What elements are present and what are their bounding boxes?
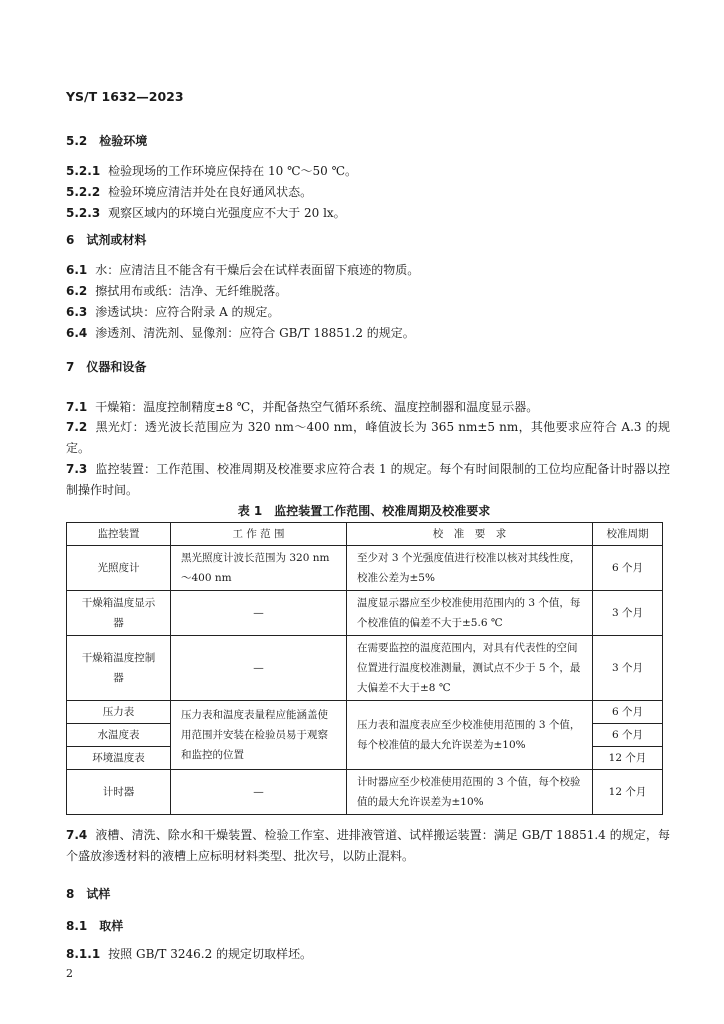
header-requirement: 校 准 要 求 (347, 523, 593, 546)
table-row (67, 770, 663, 815)
heading-5-2: 5.2 检验环境 (66, 134, 148, 148)
table-row (67, 591, 663, 636)
header-device: 监控装置 (67, 523, 171, 546)
clause-text: 监控装置：工作范围、校准周期及校准要求应符合表 1 的规定。每个有时间限制的工位均应配备计时器以控制操作时间。 (66, 462, 670, 497)
cell-device: 计时器 (67, 770, 171, 815)
cell-device: 压力表 (67, 701, 171, 724)
clause-6-2 (66, 281, 670, 302)
clause-text: 水：应清洁且不能含有干燥后会在试样表面留下痕迹的物质。 (95, 263, 420, 277)
cell-device: 水温度表 (67, 724, 171, 747)
cell-period: 6 个月 (593, 546, 663, 591)
table-row (67, 701, 663, 724)
clause-7-4 (66, 825, 670, 867)
cell-range: 黑光照度计波长范围为 320 nm～400 nm (171, 546, 347, 591)
clause-text: 黑光灯：透光波长范围应为 320 nm～400 nm，峰值波长为 365 nm±5 nm，其他要求应符合 A.3 的规定。 (66, 420, 670, 455)
table-header-row (67, 523, 663, 546)
clause-number: 6.2 (66, 284, 88, 298)
cell-range-merged: 压力表和温度表量程应能涵盖使用范围并安装在检验员易于观察和监控的位置 (171, 701, 347, 770)
heading-6: 6 试剂或材料 (66, 233, 147, 247)
cell-requirement: 计时器应至少校准使用范围的 3 个值，每个校验值的最大允许误差为±10% (347, 770, 593, 815)
clause-text: 渗透剂、清洗剂、显像剂：应符合 GB/T 18851.2 的规定。 (95, 326, 415, 340)
clause-7-3 (66, 459, 670, 501)
table-row (67, 636, 663, 701)
clause-number: 6.1 (66, 263, 88, 277)
clause-7-1 (66, 397, 670, 418)
clause-text: 检验环境应清洁并处在良好通风状态。 (108, 185, 313, 199)
clause-5-2-3 (66, 203, 670, 224)
cell-requirement: 温度显示器应至少校准使用范围内的 3 个值，每个校准值的偏差不大于±5.6 ℃ (347, 591, 593, 636)
cell-period: 3 个月 (593, 591, 663, 636)
cell-range: — (171, 591, 347, 636)
cell-requirement: 至少对 3 个光强度值进行校准以核对其线性度，校准公差为±5% (347, 546, 593, 591)
heading-7: 7 仪器和设备 (66, 360, 147, 374)
cell-period: 6 个月 (593, 701, 663, 724)
clause-number: 5.2.1 (66, 164, 101, 178)
clause-8-1-1 (66, 944, 670, 965)
table-caption: 表 1 监控装置工作范围、校准周期及校准要求 (237, 504, 491, 518)
cell-requirement-merged: 压力表和温度表应至少校准使用范围的 3 个值，每个校准值的最大允许误差为±10% (347, 701, 593, 770)
clause-text: 检验现场的工作环境应保持在 10 ℃～50 ℃。 (108, 164, 358, 178)
table-row (67, 546, 663, 591)
clause-number: 5.2.2 (66, 185, 101, 199)
cell-period: 12 个月 (593, 747, 663, 770)
clause-text: 液槽、清洗、除水和干燥装置、检验工作室、进排液管道、试样搬运装置：满足 GB/T 18851.4 的规定，每个盛放渗透材料的液槽上应标明材料类型、批次号，以防止混料。 (66, 828, 670, 863)
cell-device: 光照度计 (67, 546, 171, 591)
clause-text: 按照 GB/T 3246.2 的规定切取样坯。 (108, 947, 313, 961)
clause-text: 观察区域内的环境白光强度应不大于 20 lx。 (108, 206, 346, 220)
clause-text: 干燥箱：温度控制精度±8 ℃，并配备热空气循环系统、温度控制器和温度显示器。 (95, 400, 539, 414)
cell-period: 3 个月 (593, 636, 663, 701)
clause-6-1 (66, 260, 670, 281)
header-period: 校准周期 (593, 523, 663, 546)
cell-range: — (171, 636, 347, 701)
clause-5-2-1 (66, 161, 670, 182)
clause-5-2-2 (66, 182, 670, 203)
cell-period: 12 个月 (593, 770, 663, 815)
cell-period: 6 个月 (593, 724, 663, 747)
page-number: 2 (66, 967, 73, 980)
cell-range: — (171, 770, 347, 815)
clause-number: 7.4 (66, 828, 88, 842)
clause-number: 6.3 (66, 305, 88, 319)
clause-7-2 (66, 417, 670, 459)
heading-8: 8 试样 (66, 887, 111, 901)
document-number: YS/T 1632—2023 (66, 89, 184, 104)
clause-number: 7.3 (66, 462, 88, 476)
clause-number: 7.1 (66, 400, 88, 414)
clause-number: 8.1.1 (66, 947, 101, 961)
clause-text: 渗透试块：应符合附录 A 的规定。 (95, 305, 280, 319)
clause-6-3 (66, 302, 670, 323)
clause-number: 5.2.3 (66, 206, 101, 220)
cell-device: 干燥箱温度显示器 (67, 591, 171, 636)
monitoring-device-table (66, 522, 663, 815)
clause-6-4 (66, 323, 670, 344)
cell-device: 干燥箱温度控制器 (67, 636, 171, 701)
cell-requirement: 在需要监控的温度范围内，对具有代表性的空间位置进行温度校准测量，测试点不少于 5 个，最大偏差不大于±8 ℃ (347, 636, 593, 701)
clause-number: 7.2 (66, 420, 88, 434)
heading-8-1: 8.1 取样 (66, 919, 124, 933)
cell-device: 环境温度表 (67, 747, 171, 770)
clause-text: 擦拭用布或纸：洁净、无纤维脱落。 (95, 284, 288, 298)
clause-number: 6.4 (66, 326, 88, 340)
header-range: 工 作 范 围 (171, 523, 347, 546)
